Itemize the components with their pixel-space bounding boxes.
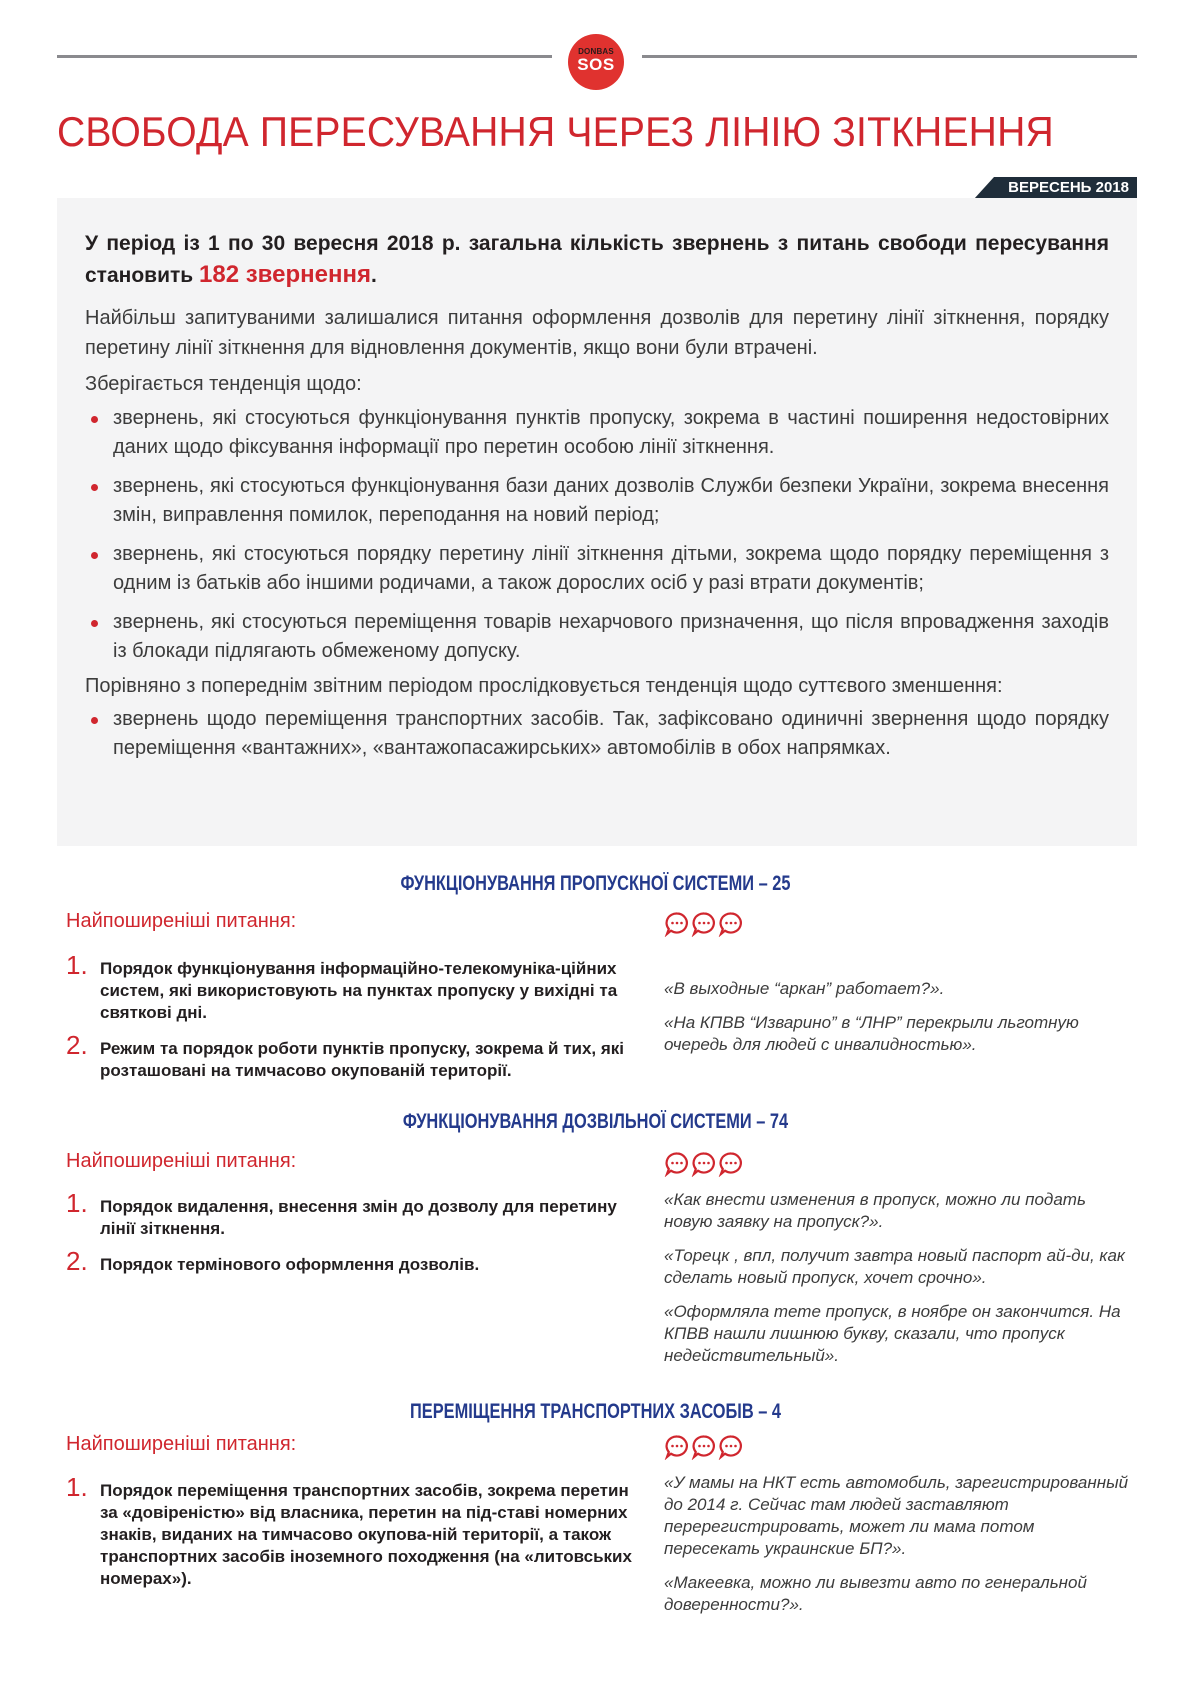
quote-item: «Макеевка, можно ли вывезти авто по генеральной доверенности?». xyxy=(664,1573,1087,1614)
section-title-permit-system: ФУНКЦІОНУВАННЯ ДОЗВІЛЬНОЇ СИСТЕМИ – 74 xyxy=(402,1110,789,1133)
question-number: 2. xyxy=(66,1030,88,1060)
question-item xyxy=(66,1030,636,1082)
section-title-vehicle-movement: ПЕРЕМІЩЕННЯ ТРАНСПОРТНИХ ЗАСОБІВ – 4 xyxy=(410,1400,781,1423)
question-item xyxy=(66,1246,636,1276)
question-list xyxy=(66,950,636,1096)
question-number: 1. xyxy=(66,1472,88,1502)
lead-text: У період із 1 по 30 вересня 2018 р. загальна кількість звернень з питань свободи пересування становить xyxy=(85,232,1109,287)
question-number: 1. xyxy=(66,1188,88,1218)
summary-paragraph: Найбільш запитуваними залишалися питання оформлення дозволів для перетину лінії зіткнення, порядку перетину лінії зіткнення для відновлення документів, якщо вони були втрачені. xyxy=(85,307,1109,359)
quote-item: «В выходные “аркан” работает?». xyxy=(664,979,945,998)
question-number: 2. xyxy=(66,1246,88,1276)
question-text: Порядок функціонування інформаційно-телекомуніка-ційних систем, які використовують на пунктах пропуску у вихідні та святкові дні. xyxy=(100,959,618,1022)
speech-bubble-icon xyxy=(718,911,744,937)
faq-label: Найпоширеніші питання: xyxy=(66,910,297,932)
question-text: Режим та порядок роботи пунктів пропуску, зокрема й тих, які розташовані на тимчасово окупованій території. xyxy=(100,1039,625,1080)
header-divider-left xyxy=(57,55,552,58)
faq-label: Найпоширеніші питання: xyxy=(66,1150,297,1172)
chat-bubbles-icon xyxy=(664,1151,744,1177)
quote-list xyxy=(664,1189,1134,1379)
trend-item: звернень, які стосуються функціонування бази даних дозволів Служби безпеки України, зокрема внесення змін, виправлення помилок, переподання на новий період; xyxy=(85,472,1109,530)
speech-bubble-icon xyxy=(664,1434,690,1460)
question-number: 1. xyxy=(66,950,88,980)
decrease-heading: Порівняно з попереднім звітним періодом прослідковується тенденція щодо суттєвого зменшення: xyxy=(85,675,1003,697)
quote-item: «Оформляла тете пропуск, в ноябре он закончится. На КПВВ нашли лишнюю букву, сказали, что пропуск недействительный». xyxy=(664,1302,1121,1365)
logo-top-text: DONBAS xyxy=(578,47,614,56)
speech-bubble-icon xyxy=(691,1434,717,1460)
trend-item: звернень, які стосуються функціонування пунктів пропуску, зокрема в частині поширення недостовірних даних щодо фіксування інформації про перетин особою лінії зіткнення. xyxy=(85,404,1109,462)
question-text: Порядок видалення, внесення змін до дозволу для перетину лінії зіткнення. xyxy=(100,1197,617,1238)
summary-box xyxy=(57,198,1137,846)
speech-bubble-icon xyxy=(718,1151,744,1177)
speech-bubble-icon xyxy=(691,911,717,937)
speech-bubble-icon xyxy=(718,1434,744,1460)
total-appeals-highlight: 182 звернення xyxy=(199,261,371,288)
date-badge: ВЕРЕСЕНЬ 2018 xyxy=(994,177,1137,199)
faq-label: Найпоширеніші питання: xyxy=(66,1433,297,1455)
chat-bubbles-icon xyxy=(664,911,744,937)
decrease-list xyxy=(85,705,1109,763)
header-divider-right xyxy=(642,55,1137,58)
trend-list xyxy=(85,404,1109,666)
trend-item: звернень, які стосуються переміщення товарів нехарчового призначення, що після впровадження заходів із блокади підлягають обмеженому допуску. xyxy=(85,608,1109,666)
section-title-checkpoint-system: ФУНКЦІОНУВАННЯ ПРОПУСКНОЇ СИСТЕМИ – 25 xyxy=(400,872,791,895)
question-text: Порядок переміщення транспортних засобів, зокрема перетин за «довіреністю» від власника, перетин на під-ставі номерних знаків, виданих на тимчасово окупова-ній території, а також транспортних засобів іноземного походження (на «литовських номерах»). xyxy=(100,1481,632,1588)
page-title: СВОБОДА ПЕРЕСУВАННЯ ЧЕРЕЗ ЛІНІЮ ЗІТКНЕННЯ xyxy=(57,108,1054,155)
quote-item: «На КПВВ “Изварино” в “ЛНР” перекрыли льготную очередь для людей с инвалидностью». xyxy=(664,1013,1079,1054)
quote-list xyxy=(664,1472,1134,1628)
chat-bubbles-icon xyxy=(664,1434,744,1460)
summary-lead xyxy=(85,228,1109,291)
lead-suffix: . xyxy=(370,264,377,287)
question-text: Порядок термінового оформлення дозволів. xyxy=(100,1255,480,1274)
quote-item: «У мамы на НКТ есть автомобиль, зарегистрированный до 2014 г. Сейчас там людей заставляют перерегистрировать, может ли мама потом пересекать украинские БП?». xyxy=(664,1473,1129,1558)
question-item xyxy=(66,950,636,1024)
donbas-sos-logo xyxy=(568,34,624,90)
trend-heading: Зберігається тенденція щодо: xyxy=(85,373,362,395)
speech-bubble-icon xyxy=(664,911,690,937)
speech-bubble-icon xyxy=(664,1151,690,1177)
trend-item: звернень, які стосуються порядку перетину лінії зіткнення дітьми, зокрема щодо порядку переміщення з одним із батьків або іншими родичами, а також дорослих осіб у разі втрати документів; xyxy=(85,540,1109,598)
question-item xyxy=(66,1472,636,1590)
quote-list xyxy=(664,978,1134,1068)
quote-item: «Как внести изменения в пропуск, можно ли подать новую заявку на пропуск?». xyxy=(664,1190,1086,1231)
question-item xyxy=(66,1188,636,1240)
question-list xyxy=(66,1472,636,1604)
speech-bubble-icon xyxy=(691,1151,717,1177)
decrease-item: звернень щодо переміщення транспортних засобів. Так, зафіксовано одиничні звернення щодо порядку переміщення «вантажних», «вантажопасажирських» автомобілів в обох напрямках. xyxy=(85,705,1109,763)
question-list xyxy=(66,1188,636,1290)
logo-bottom-text: SOS xyxy=(577,55,615,74)
quote-item: «Торецк , впл, получит завтра новый паспорт ай-ди, как сделать новый пропуск, хочет срочно». xyxy=(664,1246,1125,1287)
